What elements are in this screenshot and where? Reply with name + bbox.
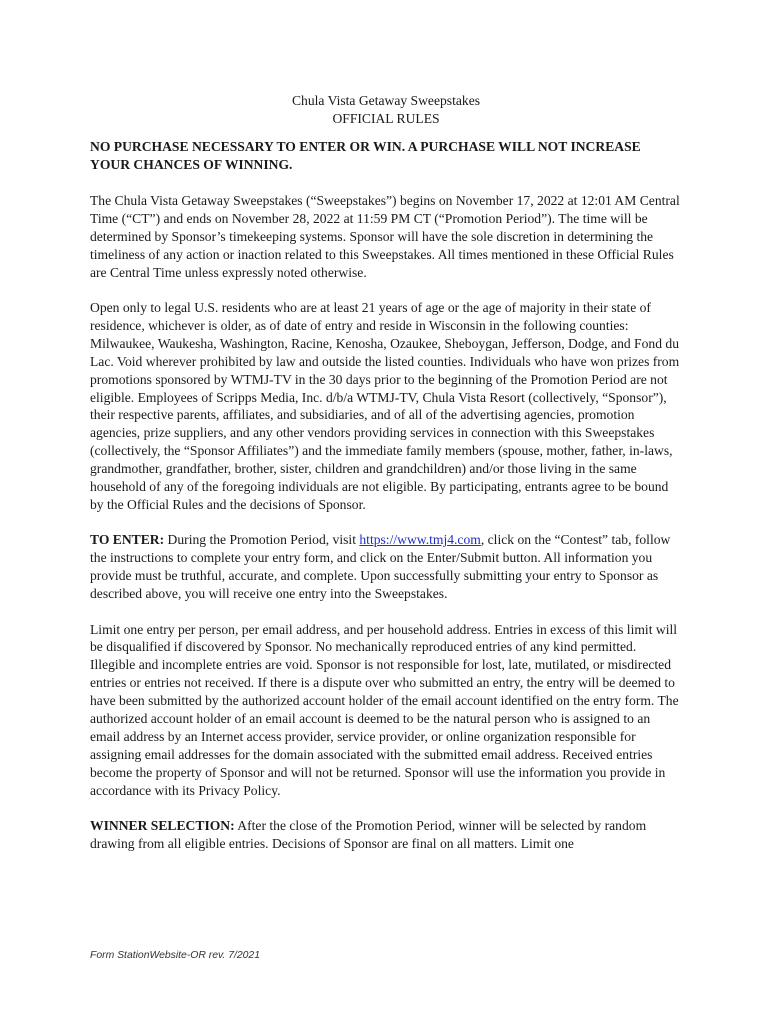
tmj4-link[interactable]: https://www.tmj4.com [359, 532, 481, 548]
entry-limit-paragraph: Limit one entry per person, per email address, and per household address. Entries in excess of this limit will be disqualified if discovered by Sponsor. No mechanically reproduced entries of any kind permitted. Illegible and incomplete entries are void. Sponsor is not responsible for lost, late, mutilated, or misdirected entries or entries not received. If there is a dispute over who submitted an entry, the entry will be deemed to have been submitted by the authorized account holder of the email account identified on the entry form. The authorized account holder of an email account is deemed to be the natural person who is assigned to an email address by an Internet access provider, service provider, or online organization responsible for assigning email addresses for the domain associated with the submitted email address. Received entries become the property of Sponsor and will not be returned. Sponsor will use the information you provide in accordance with its Privacy Policy. [90, 621, 679, 798]
winner-selection-paragraph [90, 817, 682, 853]
to-enter-paragraph [90, 531, 682, 603]
no-purchase-warning: NO PURCHASE NECESSARY TO ENTER OR WIN. A PURCHASE WILL NOT INCREASE YOUR CHANCES OF WINNING. [90, 139, 641, 172]
form-footer: Form StationWebsite-OR rev. 7/2021 [90, 950, 260, 961]
to-enter-label: TO ENTER: [90, 532, 165, 548]
to-enter-text-after: , click on the “Contest” tab, follow the instructions to complete your entry form, and click on the Enter/Submit button. All information you provide must be truthful, accurate, and complete. Upon successfully submitting your entry to Sponsor as described above, you will receive one entry into the Sweepstakes. [90, 532, 671, 602]
winner-selection-text: After the close of the Promotion Period, winner will be selected by random drawing from all eligible entries. Decisions of Sponsor are final on all matters. Limit one [90, 818, 647, 851]
document-page [90, 92, 682, 870]
winner-selection-label: WINNER SELECTION: [90, 818, 235, 834]
eligibility-paragraph: Open only to legal U.S. residents who are at least 21 years of age or the age of majority in their state of residence, whichever is older, as of date of entry and reside in Wisconsin in the following counties: Milwaukee, Waukesha, Washington, Racine, Kenosha, Ozaukee, Sheboygan, Jefferson, Dodge, and Fond du Lac. Void wherever prohibited by law and outside the listed counties. Individuals who have won prizes from promotions sponsored by WTMJ-TV in the 30 days prior to the beginning of the Promotion Period are not eligible. Employees of Scripps Media, Inc. d/b/a WTMJ-TV, Chula Vista Resort (collectively, “Sponsor”), their respective parents, affiliates, and subsidiaries, and of all of the advertising agencies, promotion agencies, prize suppliers, and any other vendors providing services in connection with this Sweepstakes (collectively, the “Sponsor Affiliates”) and the immediate family members (spouse, mother, father, in-laws, grandmother, grandfather, brother, sister, children and grandchildren) and/or those living in the same household of any of the foregoing individuals are not eligible. By participating, entrants agree to be bound by the Official Rules and the decisions of Sponsor. [90, 300, 680, 512]
title-block [90, 92, 682, 128]
document-title: Chula Vista Getaway Sweepstakes [291, 93, 481, 108]
promotion-period-paragraph: The Chula Vista Getaway Sweepstakes (“Sweepstakes”) begins on November 17, 2022 at 12:01 AM Central Time (“CT”) and ends on November 28, 2022 at 11:59 PM CT (“Promotion Period”). The time will be determined by Sponsor’s timekeeping systems. Sponsor will have the sole discretion in determining the timeliness of any action or inaction related to this Sweepstakes. All times mentioned in these Official Rules are Central Time unless expressly noted otherwise. [90, 193, 680, 280]
document-subtitle: OFFICIAL RULES [332, 111, 440, 126]
to-enter-text-before: During the Promotion Period, visit [164, 532, 360, 548]
